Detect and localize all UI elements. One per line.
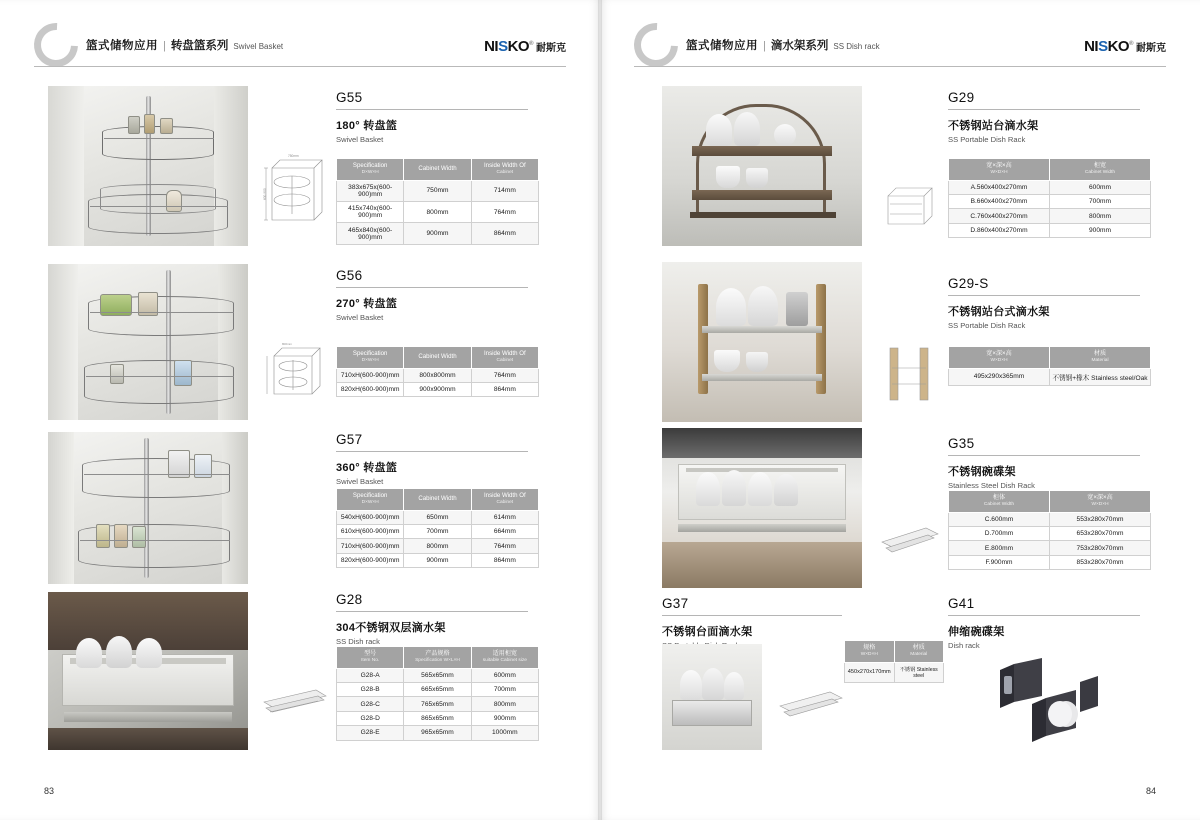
table-row: C.600mm 553x280x70mm bbox=[949, 512, 1151, 526]
table-header-row bbox=[337, 489, 539, 511]
brand-logo bbox=[1084, 38, 1166, 55]
product-title-cn: 不锈钢台面滴水架 bbox=[662, 626, 753, 638]
header-series-en: SS Dish rack bbox=[833, 42, 880, 51]
brand-name: NISKO® bbox=[484, 38, 533, 55]
table-row: C.760x400x270mm 800mm bbox=[949, 209, 1151, 223]
product-title-cn: 304不锈钢双层滴水架 bbox=[336, 622, 446, 634]
svg-text:750mm: 750mm bbox=[288, 154, 299, 158]
brand-name-cn: 耐斯克 bbox=[536, 39, 566, 54]
table-header-cell: Specification D×W×H bbox=[337, 347, 404, 369]
product-block-g55 bbox=[336, 90, 528, 144]
product-photo-g35 bbox=[662, 428, 862, 588]
table-header-cell: 材质 Material bbox=[894, 641, 944, 663]
product-title-en: Stainless Steel Dish Rack bbox=[948, 481, 1035, 490]
table-header-cell: Cabinet Width bbox=[404, 347, 471, 369]
table-header-cell: 宽×深×高 W×D×H bbox=[949, 347, 1050, 369]
table-row: 540xH(600-900)mm 650mm 614mm bbox=[337, 510, 539, 524]
brand-trademark: ® bbox=[529, 41, 533, 47]
product-title-cn: 360° 转盘篮 bbox=[336, 462, 398, 474]
product-block-g35 bbox=[948, 436, 1140, 490]
header-separator: | bbox=[163, 40, 166, 52]
product-title-cn: 伸缩碗碟架 bbox=[948, 626, 1005, 638]
product-title-cn: 180° 转盘篮 bbox=[336, 120, 398, 132]
product-title-cn: 不锈钢碗碟架 bbox=[948, 466, 1016, 478]
product-block-g37 bbox=[662, 596, 842, 650]
table-header-row bbox=[337, 159, 539, 181]
table-header-cell: 适用柜宽 suitable Cabinet size bbox=[471, 647, 538, 669]
table-header-row bbox=[337, 347, 539, 369]
table-row: D.860x400x270mm 900mm bbox=[949, 223, 1151, 237]
c-logo-icon bbox=[34, 23, 78, 67]
spec-table-g29s bbox=[948, 346, 1151, 386]
product-block-g29 bbox=[948, 90, 1140, 144]
product-title-cn: 不锈钢站台滴水架 bbox=[948, 120, 1039, 132]
product-block-g41 bbox=[948, 596, 1140, 650]
product-block-g56 bbox=[336, 268, 528, 322]
page-number: 84 bbox=[1145, 786, 1156, 796]
technical-drawing-g28 bbox=[258, 676, 330, 734]
product-code: G28 bbox=[336, 592, 363, 607]
table-row: G28-A 565x65mm 600mm bbox=[337, 668, 539, 682]
table-header-cell: 柜体 Cabinet Width bbox=[949, 491, 1050, 513]
product-code: G29 bbox=[948, 90, 975, 105]
product-code: G37 bbox=[662, 596, 689, 611]
table-header-cell: Cabinet Width bbox=[404, 489, 471, 511]
table-header-row bbox=[949, 159, 1151, 181]
c-logo-icon bbox=[634, 23, 678, 67]
page-gutter bbox=[598, 0, 602, 820]
product-code: G57 bbox=[336, 432, 363, 447]
header-separator: | bbox=[763, 40, 766, 52]
table-header-row bbox=[845, 641, 944, 663]
product-photo-g56 bbox=[48, 264, 248, 420]
technical-drawing-g29 bbox=[878, 176, 940, 238]
header-divider bbox=[34, 66, 566, 67]
table-row: E.800mm 753x280x70mm bbox=[949, 541, 1151, 555]
product-code: G55 bbox=[336, 90, 363, 105]
product-title-cn: 270° 转盘篮 bbox=[336, 298, 398, 310]
table-row: 415x740x(600-900)mm 800mm 764mm bbox=[337, 202, 539, 223]
svg-text:800mm: 800mm bbox=[282, 342, 293, 346]
table-header-cell: Cabinet Width bbox=[404, 159, 471, 181]
table-row: B.660x400x270mm 700mm bbox=[949, 195, 1151, 209]
table-header-cell: 材质 Material bbox=[1050, 347, 1151, 369]
header-series-cn: 转盘篮系列 bbox=[170, 40, 229, 52]
table-row: G28-E 965x65mm 1000mm bbox=[337, 726, 539, 740]
page-number: 83 bbox=[44, 786, 55, 796]
product-title-en: Dish rack bbox=[948, 641, 980, 650]
product-title-en: Swivel Basket bbox=[336, 477, 384, 486]
product-photo-g57 bbox=[48, 432, 248, 584]
product-photo-g28 bbox=[48, 592, 248, 750]
table-row: 383x675x(600-900)mm 750mm 714mm bbox=[337, 180, 539, 201]
table-header-row bbox=[949, 491, 1151, 513]
table-row: 465x840x(600-900)mm 900mm 864mm bbox=[337, 223, 539, 244]
table-row: G28-D 865x65mm 900mm bbox=[337, 711, 539, 725]
technical-drawing-g29s bbox=[874, 338, 944, 410]
product-photo-g37 bbox=[662, 644, 762, 750]
table-row: 820xH(600-900)mm 900mm 864mm bbox=[337, 553, 539, 567]
right-page bbox=[600, 0, 1200, 820]
technical-drawing-g56 bbox=[262, 340, 324, 402]
spec-table-g37 bbox=[844, 640, 944, 683]
table-header-cell: 柜宽 Cabinet Width bbox=[1050, 159, 1151, 181]
spec-table-g55 bbox=[336, 158, 539, 245]
table-header-cell: 型号 Item No. bbox=[337, 647, 404, 669]
spec-table-g56 bbox=[336, 346, 539, 397]
product-block-g29s bbox=[948, 276, 1140, 330]
table-header-cell: 宽×深×高 W×D×H bbox=[949, 159, 1050, 181]
product-title-en: SS Dish rack bbox=[336, 637, 380, 646]
product-block-g57 bbox=[336, 432, 528, 486]
spec-table-g57 bbox=[336, 488, 539, 568]
table-header-cell: Inside Width Of Cabinet bbox=[471, 347, 538, 369]
header-series-cn: 滴水架系列 bbox=[770, 40, 829, 52]
table-row: F.900mm 853x280x70mm bbox=[949, 555, 1151, 569]
svg-text:600-900: 600-900 bbox=[263, 188, 267, 200]
table-row: G28-C 765x65mm 800mm bbox=[337, 697, 539, 711]
product-title-en: SS Portable Dish Rack bbox=[948, 321, 1026, 330]
table-header-row bbox=[949, 347, 1151, 369]
table-header-cell: Specification D×W×H bbox=[337, 159, 404, 181]
spec-table-g28 bbox=[336, 646, 539, 741]
table-row: 710xH(600-900)mm 800x800mm 764mm bbox=[337, 368, 539, 382]
product-title-en: Swivel Basket bbox=[336, 135, 384, 144]
product-photo-g41 bbox=[980, 648, 1120, 748]
product-code: G29-S bbox=[948, 276, 989, 291]
table-header-cell: Specification D×W×H bbox=[337, 489, 404, 511]
table-row: D.700mm 653x280x70mm bbox=[949, 527, 1151, 541]
table-header-row bbox=[337, 647, 539, 669]
spec-table-g29 bbox=[948, 158, 1151, 238]
product-title-en: Swivel Basket bbox=[336, 313, 384, 322]
table-header-cell: Inside Width Of Cabinet bbox=[471, 489, 538, 511]
table-row: A.560x400x270mm 600mm bbox=[949, 180, 1151, 194]
brand-trademark: ® bbox=[1129, 41, 1133, 47]
spec-table-g35 bbox=[948, 490, 1151, 570]
product-code: G41 bbox=[948, 596, 975, 611]
table-header-cell: 宽×深×高 W×D×H bbox=[1050, 491, 1151, 513]
header-category: 篮式储物应用 bbox=[686, 40, 758, 52]
table-row: G28-B 665x65mm 700mm bbox=[337, 683, 539, 697]
technical-drawing-g55 bbox=[262, 150, 324, 228]
table-header-cell: 规格 W×D×H bbox=[845, 641, 895, 663]
table-header-cell: 产品规格 Specification W×L×H bbox=[404, 647, 471, 669]
header-series-en: Swivel Basket bbox=[233, 42, 284, 51]
table-row: 610xH(600-900)mm 700mm 664mm bbox=[337, 525, 539, 539]
header-divider bbox=[634, 66, 1166, 67]
table-row: 450x270x170mm 不锈钢 Stainless steel bbox=[845, 662, 944, 682]
table-row: 820xH(600-900)mm 900x900mm 864mm bbox=[337, 383, 539, 397]
product-title-cn: 不锈钢站台式滴水架 bbox=[948, 306, 1050, 318]
product-code: G56 bbox=[336, 268, 363, 283]
product-photo-g29 bbox=[662, 86, 862, 246]
brand-logo bbox=[484, 38, 566, 55]
technical-drawing-g35 bbox=[876, 516, 942, 570]
table-row: 495x290x365mm 不锈钢+橡木 Stainless steel/Oak bbox=[949, 368, 1151, 385]
brand-name-cn: 耐斯克 bbox=[1136, 39, 1166, 54]
product-block-g28 bbox=[336, 592, 528, 646]
product-title-en: SS Portable Dish Rack bbox=[948, 135, 1026, 144]
product-photo-g55 bbox=[48, 86, 248, 246]
brand-name: NISKO® bbox=[1084, 38, 1133, 55]
product-photo-g29s bbox=[662, 262, 862, 422]
table-row: 710xH(600-900)mm 800mm 764mm bbox=[337, 539, 539, 553]
header-category: 篮式储物应用 bbox=[86, 40, 158, 52]
technical-drawing-g37 bbox=[772, 672, 848, 736]
table-header-cell: Inside Width Of Cabinet bbox=[471, 159, 538, 181]
product-code: G35 bbox=[948, 436, 975, 451]
